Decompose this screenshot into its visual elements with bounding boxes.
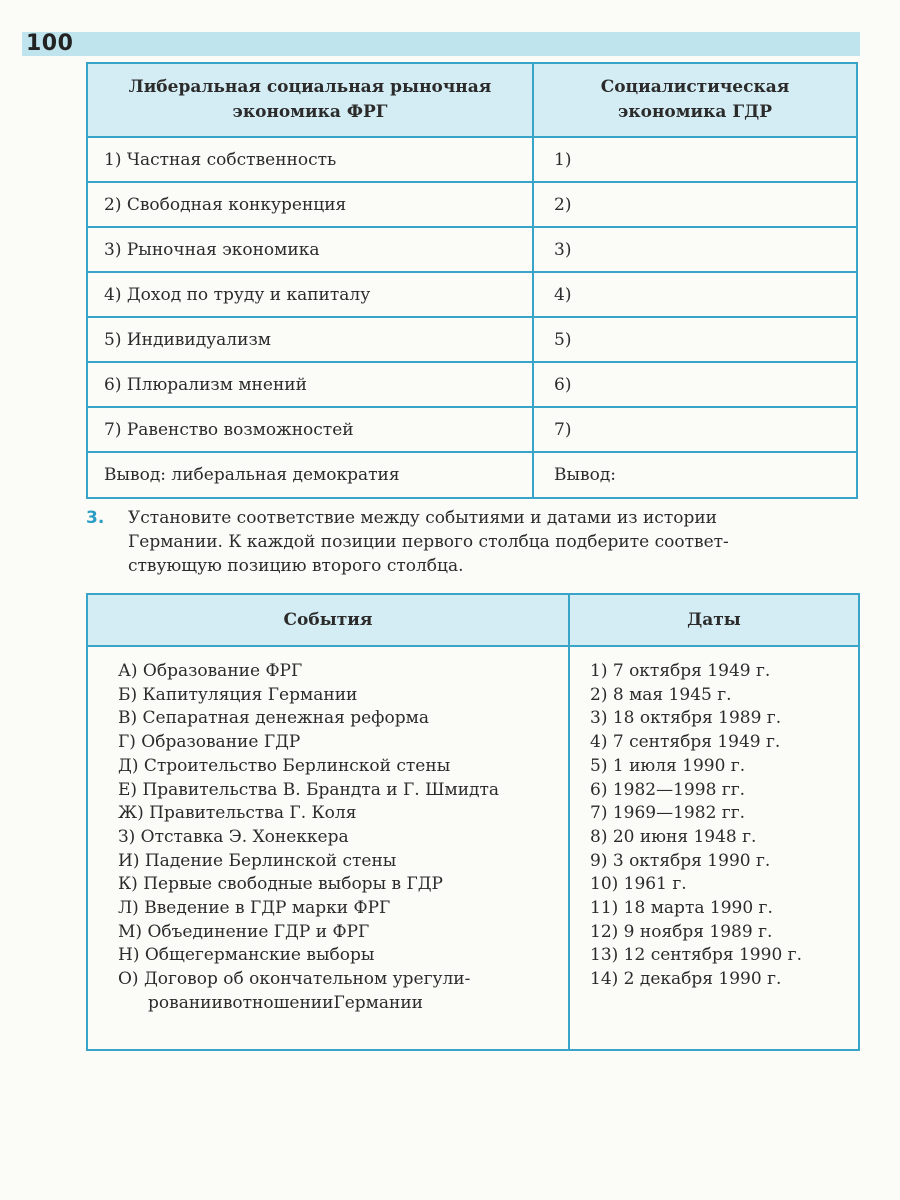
task-instructions [128,506,868,578]
date-item: 11) 18 марта 1990 г. [590,898,773,919]
cell-frg: 3) Рыночная экономика [88,228,534,271]
page-number: 100 [26,31,74,56]
event-item: К) Первые свободные выборы в ГДР [118,874,443,895]
date-item: 10) 1961 г. [590,874,687,895]
date-item: 3) 18 октября 1989 г. [590,708,782,729]
event-item: А) Образование ФРГ [118,661,303,681]
cell-frg: 6) Плюрализм мнений [88,363,534,406]
cell-frg: 7) Равенство возможностей [88,408,534,451]
conclusion-row [88,453,856,497]
event-item: О) Договор об окончательном урегули-рованиивотношенииГермании [118,969,471,1013]
header-dates: Даты [687,610,741,630]
event-item: Н) Общегерманские выборы [118,945,375,966]
date-item: 9) 3 октября 1990 г. [590,850,771,871]
event-item: Д) Строительство Берлинской стены [118,755,451,776]
task-line: ствующую позицию второго столбца. [128,556,464,576]
table-row [88,363,856,408]
event-item: И) Падение Берлинской стены [118,850,397,871]
table-row [88,318,856,363]
cell-frg: 1) Частная собственность [88,138,534,181]
event-item: М) Объединение ГДР и ФРГ [118,921,370,942]
header-frg-line1: Либеральная социальная рыночная [128,77,492,97]
conclusion-frg: Вывод: либеральная демократия [88,453,534,497]
table-row [88,408,856,453]
table-row [88,183,856,228]
date-item: 7) 1969—1982 гг. [590,803,746,824]
header-events: События [88,595,570,645]
cell-gdr[interactable]: 5) [554,329,572,350]
cell-frg: 4) Доход по труду и капиталу [88,273,534,316]
page-header-bar [0,32,860,56]
task-line: Установите соответствие между событиями и датами из истории [128,508,718,528]
header-gdr-line2: экономика ГДР [618,102,772,122]
table-body [88,647,858,1051]
cell-frg: 5) Индивидуализм [88,318,534,361]
table-row [88,228,856,273]
cell-frg: 2) Свободная конкуренция [88,183,534,226]
table-header-row [88,595,858,647]
conclusion-gdr[interactable]: Вывод: [554,465,617,485]
task-line: Германии. К каждой позиции первого столбца подберите соответ- [128,532,729,552]
event-item: В) Сепаратная денежная реформа [118,708,429,729]
task-number: 3. [86,508,105,528]
events-list [88,647,570,1051]
date-item: 4) 7 сентября 1949 г. [590,732,781,753]
cell-gdr[interactable]: 6) [554,374,572,395]
event-item: З) Отставка Э. Хонеккера [118,826,349,847]
event-item: Б) Капитуляция Германии [118,684,358,705]
event-item: Ж) Правительства Г. Коля [118,803,357,824]
date-item: 2) 8 мая 1945 г. [590,684,732,705]
date-item: 14) 2 декабря 1990 г. [590,969,782,990]
events-dates-table [86,593,860,1051]
header-gdr [534,64,856,136]
economy-comparison-table [86,62,858,499]
cell-gdr[interactable]: 1) [554,149,572,170]
date-item: 6) 1982—1998 гг. [590,779,746,800]
cell-gdr[interactable]: 4) [554,284,572,305]
event-item: Л) Введение в ГДР марки ФРГ [118,898,391,919]
cell-gdr[interactable]: 2) [554,194,572,215]
page-header-margin [0,32,22,56]
cell-gdr[interactable]: 3) [554,239,572,260]
cell-gdr[interactable]: 7) [554,419,572,440]
header-gdr-line1: Социалистическая [600,77,790,97]
table-header-row [88,64,856,138]
header-frg [88,64,534,136]
date-item: 13) 12 сентября 1990 г. [590,945,802,966]
table-row [88,273,856,318]
event-item: Е) Правительства В. Брандта и Г. Шмидта [118,779,500,800]
date-item: 1) 7 октября 1949 г. [590,661,771,681]
date-item: 5) 1 июля 1990 г. [590,755,746,776]
table-row [88,138,856,183]
event-item: Г) Образование ГДР [118,732,301,753]
header-frg-line2: экономика ФРГ [232,102,388,122]
date-item: 12) 9 ноября 1989 г. [590,921,773,942]
dates-list [570,647,858,1051]
date-item: 8) 20 июня 1948 г. [590,826,757,847]
